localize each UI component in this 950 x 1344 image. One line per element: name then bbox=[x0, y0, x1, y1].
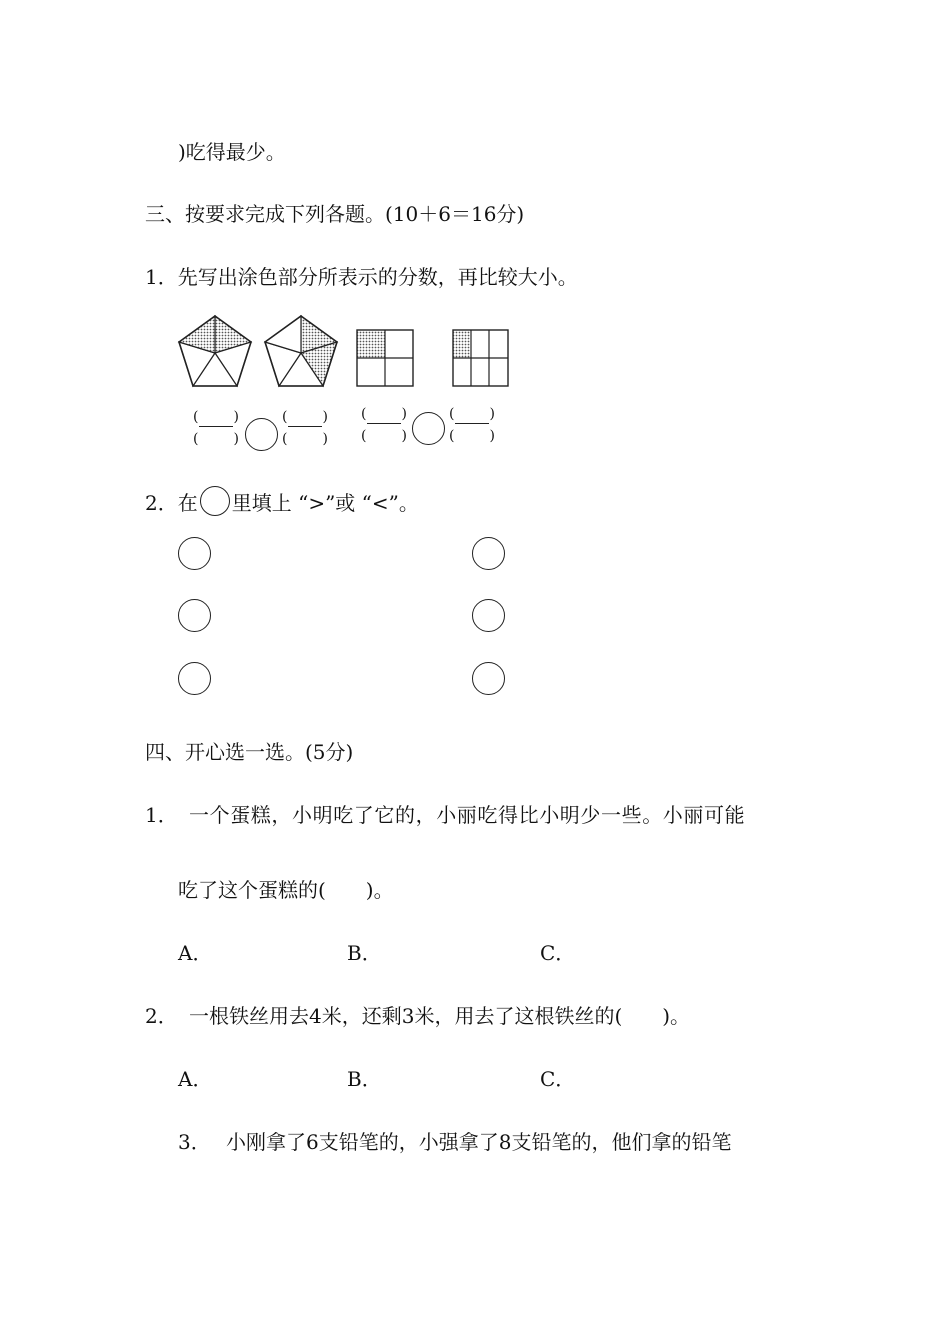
paren-close: ) bbox=[233, 409, 239, 425]
fraction-blank-2[interactable] bbox=[280, 410, 330, 450]
fraction-blank-1[interactable] bbox=[191, 410, 241, 450]
problem-1-text: 一个蛋糕，小明吃了它的，小丽吃得比小明少一些。小丽可能 bbox=[189, 803, 746, 827]
fraction-bar bbox=[367, 423, 401, 424]
section-4-title: 四、开心选一选。(5分) bbox=[145, 740, 354, 764]
question-2-suffix: 里填上 “>”或 “<”。 bbox=[231, 491, 419, 515]
problem-2-choice-a[interactable]: A． bbox=[178, 1067, 213, 1091]
problem-1-choice-c[interactable]: C． bbox=[540, 941, 576, 965]
compare-circle-b3[interactable] bbox=[472, 662, 505, 695]
continued-answer-line: )吃得最少。 bbox=[178, 140, 286, 164]
paren-open: ( bbox=[282, 409, 288, 425]
square-grid-2x2 bbox=[357, 330, 413, 386]
paren-open: ( bbox=[193, 431, 199, 447]
paren-close: ) bbox=[401, 428, 407, 444]
paren-close: ) bbox=[489, 406, 495, 422]
problem-1-number: 1． bbox=[145, 803, 178, 827]
fraction-blank-4[interactable] bbox=[447, 407, 497, 447]
fraction-blank-3[interactable] bbox=[359, 407, 409, 447]
question-2-prompt bbox=[145, 486, 419, 516]
paren-close: ) bbox=[322, 409, 328, 425]
paren-close: ) bbox=[489, 428, 495, 444]
problem-2-choice-b[interactable]: B． bbox=[347, 1067, 382, 1091]
paren-open: ( bbox=[449, 406, 455, 422]
paren-close: ) bbox=[233, 431, 239, 447]
problem-2-text: 一根铁丝用去4米，还剩3米，用去了这根铁丝的( )。 bbox=[189, 1004, 691, 1028]
pentagon-figure-2 bbox=[265, 316, 337, 386]
question-2-prefix: 2．在 bbox=[145, 491, 198, 515]
problem-1-continuation: 吃了这个蛋糕的( )。 bbox=[178, 878, 394, 902]
fraction-bar bbox=[199, 426, 233, 427]
fraction-figures bbox=[170, 310, 520, 395]
pentagon-figure-1 bbox=[179, 316, 251, 386]
rectangle-grid-3x2 bbox=[453, 330, 508, 386]
paren-close: ) bbox=[322, 431, 328, 447]
problem-1-choice-b[interactable]: B． bbox=[347, 941, 382, 965]
problem-3-text: 小刚拿了6支铅笔的，小强拿了8支铅笔的，他们拿的铅笔 bbox=[226, 1130, 732, 1154]
compare-circle-a3[interactable] bbox=[178, 662, 211, 695]
compare-circle-1[interactable] bbox=[245, 418, 278, 451]
inline-circle-icon bbox=[200, 486, 230, 516]
fraction-bar bbox=[288, 426, 322, 427]
question-1-prompt: 1．先写出涂色部分所表示的分数，再比较大小。 bbox=[145, 265, 578, 289]
section-3-title: 三、按要求完成下列各题。(10＋6＝16分) bbox=[145, 202, 525, 226]
problem-2-number: 2． bbox=[145, 1004, 178, 1028]
problem-3-number: 3． bbox=[178, 1130, 211, 1154]
paren-open: ( bbox=[361, 406, 367, 422]
problem-1-choice-a[interactable]: A． bbox=[178, 941, 213, 965]
compare-circle-a2[interactable] bbox=[178, 599, 211, 632]
fraction-bar bbox=[455, 423, 489, 424]
compare-circle-2[interactable] bbox=[412, 412, 445, 445]
paren-open: ( bbox=[449, 428, 455, 444]
problem-2-choice-c[interactable]: C． bbox=[540, 1067, 576, 1091]
compare-circle-a1[interactable] bbox=[178, 537, 211, 570]
compare-circle-b2[interactable] bbox=[472, 599, 505, 632]
compare-circle-b1[interactable] bbox=[472, 537, 505, 570]
paren-open: ( bbox=[282, 431, 288, 447]
paren-close: ) bbox=[401, 406, 407, 422]
paren-open: ( bbox=[193, 409, 199, 425]
paren-open: ( bbox=[361, 428, 367, 444]
